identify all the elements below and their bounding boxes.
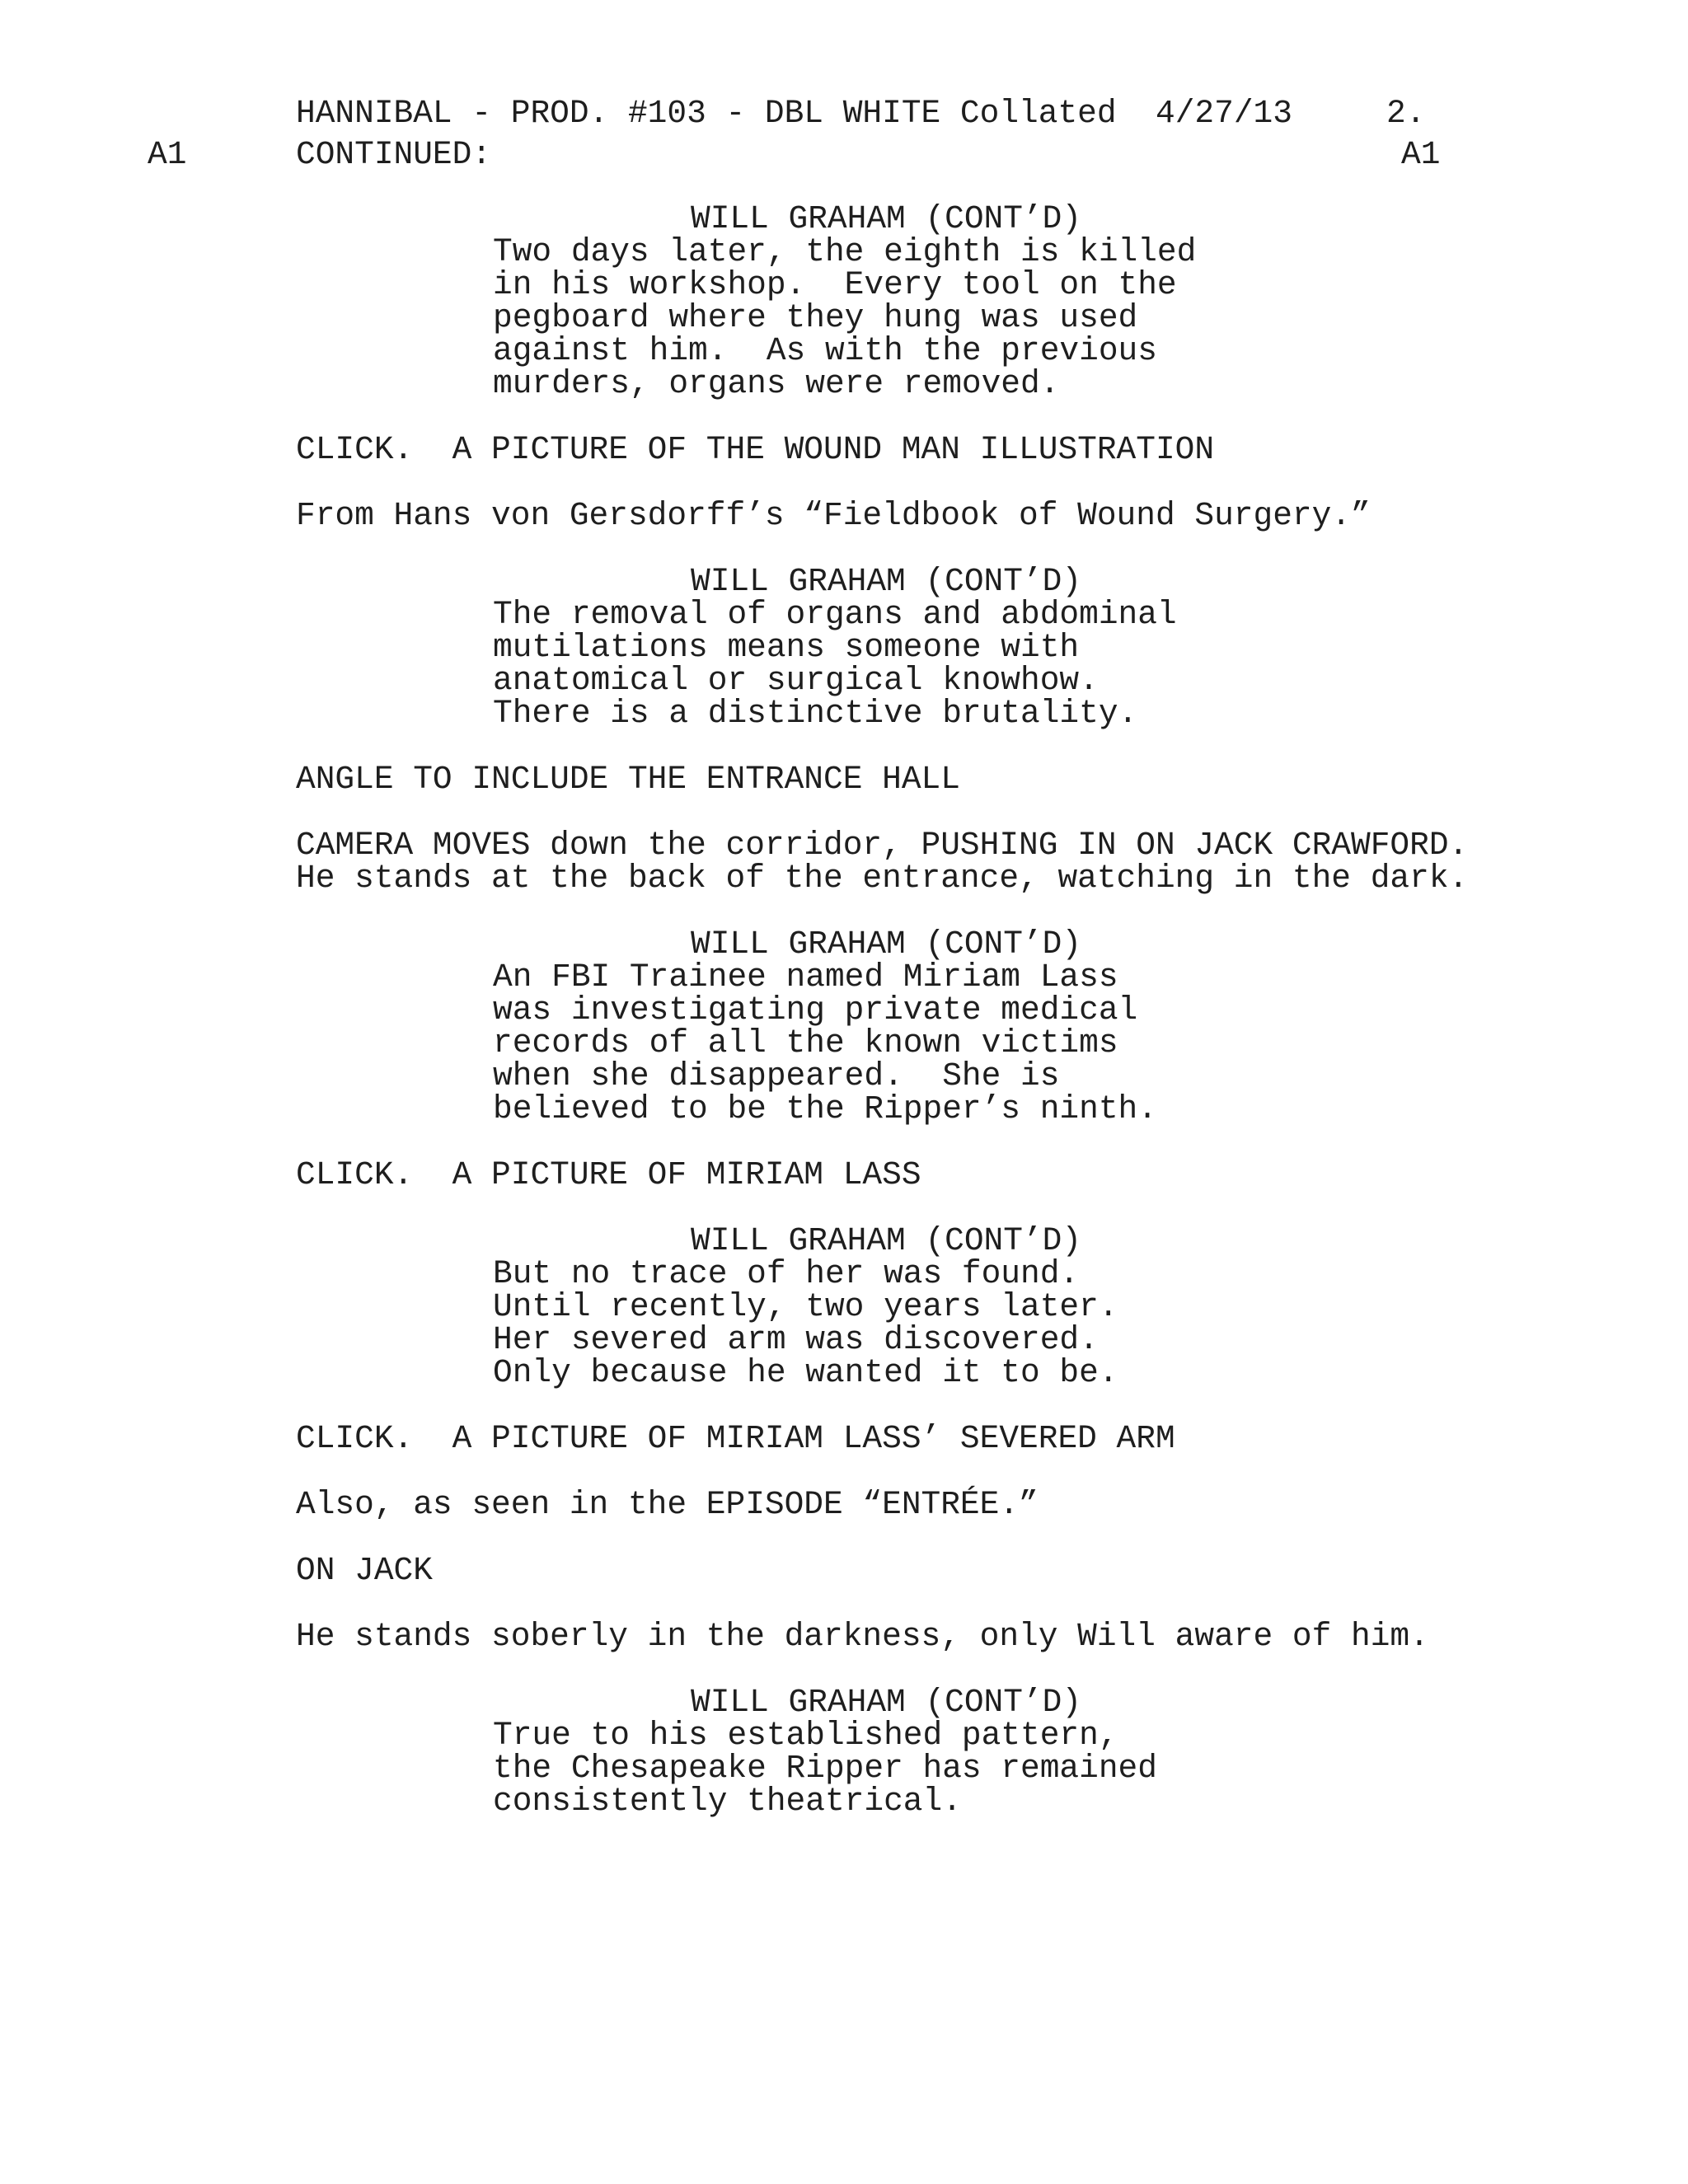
action-line: From Hans von Gersdorff’s “Fieldbook of Wound Surgery.”: [296, 497, 1371, 534]
dialogue-line: An FBI Trainee named Miriam Lass: [493, 958, 1118, 996]
dialogue-line: Two days later, the eighth is killed: [493, 233, 1197, 270]
scene-number-right: A1: [1401, 136, 1441, 173]
action-line: He stands soberly in the darkness, only Will aware of him.: [296, 1618, 1429, 1655]
dialogue-line: Until recently, two years later.: [493, 1288, 1118, 1325]
dialogue-line: against him. As with the previous: [493, 332, 1157, 369]
dialogue-line: anatomical or surgical knowhow.: [493, 662, 1099, 699]
dialogue-line: when she disappeared. She is: [493, 1057, 1060, 1094]
character-cue: WILL GRAHAM (CONT’D): [691, 200, 1082, 237]
dialogue-line: murders, organs were removed.: [493, 365, 1060, 402]
action-block: [296, 829, 1468, 895]
dialogue-line: Her severed arm was discovered.: [493, 1321, 1099, 1358]
header-date: 4/27/13: [1156, 95, 1292, 132]
dialogue-line: in his workshop. Every tool on the: [493, 266, 1177, 303]
dialogue-block: [493, 1719, 1157, 1818]
action-line: Also, as seen in the EPISODE “ENTRÉE.”: [296, 1486, 1039, 1523]
dialogue-line: But no trace of her was found.: [493, 1255, 1080, 1292]
dialogue-line: records of all the known victims: [493, 1024, 1118, 1062]
action-line: ANGLE TO INCLUDE THE ENTRANCE HALL: [296, 761, 960, 798]
character-cue: WILL GRAHAM (CONT’D): [691, 563, 1082, 600]
dialogue-block: [493, 958, 1157, 1127]
dialogue-line: believed to be the Ripper’s ninth.: [493, 1090, 1157, 1127]
scene-heading: CONTINUED:: [296, 136, 492, 173]
dialogue-block: [493, 1255, 1118, 1391]
action-line: CLICK. A PICTURE OF MIRIAM LASS: [296, 1156, 921, 1193]
character-cue: WILL GRAHAM (CONT’D): [691, 1222, 1082, 1259]
action-line: ON JACK: [296, 1552, 433, 1589]
action-line: CLICK. A PICTURE OF THE WOUND MAN ILLUSTRATION: [296, 431, 1215, 468]
character-cue: WILL GRAHAM (CONT’D): [691, 1684, 1082, 1721]
dialogue-block: [493, 598, 1177, 730]
dialogue-line: Only because he wanted it to be.: [493, 1354, 1118, 1391]
action-line: CAMERA MOVES down the corridor, PUSHING IN ON JACK CRAWFORD.: [296, 827, 1469, 864]
scene-number-left: A1: [148, 136, 187, 173]
character-cue: WILL GRAHAM (CONT’D): [691, 926, 1082, 963]
dialogue-line: True to his established pattern,: [493, 1717, 1118, 1754]
dialogue-line: mutilations means someone with: [493, 629, 1080, 666]
dialogue-line: There is a distinctive brutality.: [493, 695, 1138, 732]
dialogue-line: was investigating private medical: [493, 991, 1138, 1029]
action-line: He stands at the back of the entrance, watching in the dark.: [296, 860, 1469, 897]
dialogue-block: [493, 233, 1197, 402]
dialogue-line: the Chesapeake Ripper has remained: [493, 1750, 1157, 1787]
dialogue-line: pegboard where they hung was used: [493, 299, 1138, 336]
dialogue-line: consistently theatrical.: [493, 1783, 962, 1820]
header-title: HANNIBAL - PROD. #103 - DBL WHITE Collated: [296, 95, 1117, 132]
dialogue-line: The removal of organs and abdominal: [493, 596, 1177, 633]
action-line: CLICK. A PICTURE OF MIRIAM LASS’ SEVERED ARM: [296, 1420, 1175, 1457]
page-number: 2.: [1386, 95, 1426, 132]
